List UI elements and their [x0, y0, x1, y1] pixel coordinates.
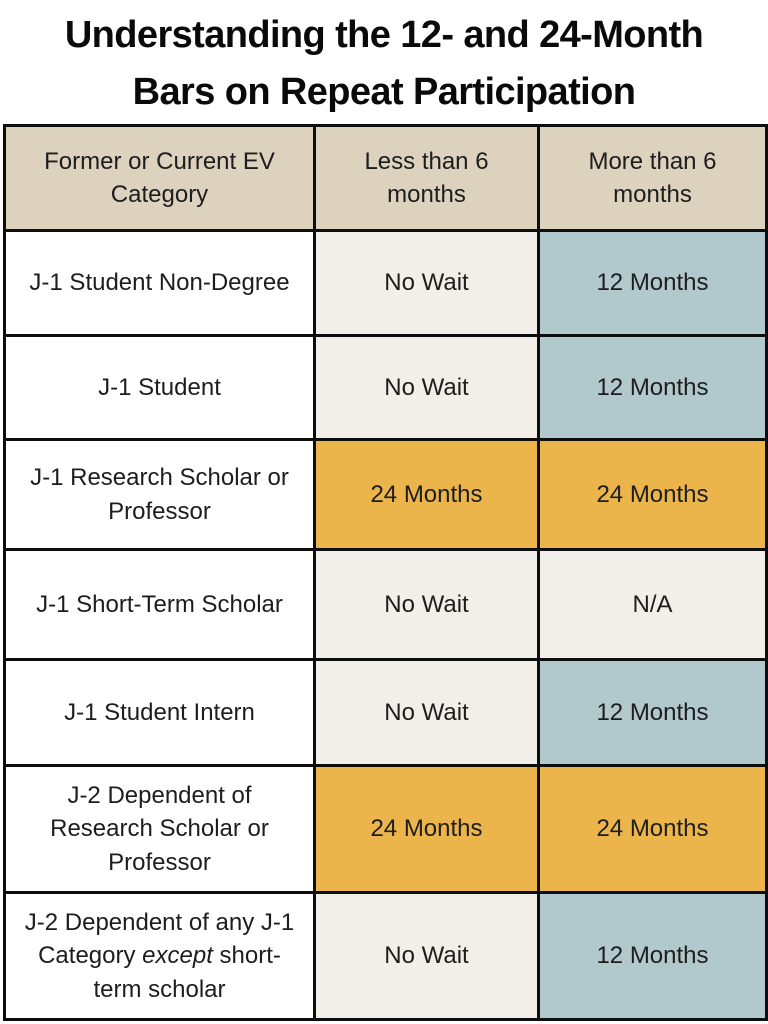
category-cell	[5, 336, 315, 440]
table-row	[5, 336, 767, 440]
more-than-6-cell	[539, 660, 767, 766]
more-than-6-cell	[539, 550, 767, 660]
wait-value: 12 Months	[596, 269, 709, 297]
less-than-6-cell	[315, 440, 539, 550]
table-header-row	[5, 126, 767, 231]
title-line-2: Bars on Repeat Participation	[132, 70, 636, 113]
header-cell-more-than-6	[539, 126, 767, 231]
wait-value: 12 Months	[596, 698, 709, 726]
category-label: J-1 Research Scholar or Professor	[30, 464, 289, 525]
category-label: J-1 Student Intern	[64, 698, 255, 726]
wait-value: No Wait	[384, 942, 469, 970]
category-label-suffix: short-term scholar	[93, 942, 281, 1003]
header-cell-category	[5, 126, 315, 231]
header-label-category: Former or Current EV Category	[44, 147, 275, 208]
category-cell	[5, 440, 315, 550]
wait-value: 12 Months	[596, 942, 709, 970]
wait-value: No Wait	[384, 373, 469, 401]
title-line-1: Understanding the 12- and 24-Month	[64, 13, 704, 56]
header-label-less-than-6: Less than 6 months	[364, 147, 489, 208]
table-row	[5, 893, 767, 1020]
less-than-6-cell	[315, 893, 539, 1020]
category-label	[16, 906, 303, 1005]
more-than-6-cell	[539, 231, 767, 336]
less-than-6-cell	[315, 660, 539, 766]
wait-value: 24 Months	[596, 480, 709, 508]
wait-value: 24 Months	[370, 480, 483, 508]
category-label: J-2 Dependent of Research Scholar or Professor	[50, 782, 269, 876]
wait-value: 24 Months	[370, 815, 483, 843]
category-label: J-1 Student	[98, 373, 221, 401]
table-row	[5, 550, 767, 660]
category-cell	[5, 766, 315, 893]
header-label-more-than-6: More than 6 months	[588, 147, 717, 208]
more-than-6-cell	[539, 336, 767, 440]
page-title	[0, 0, 768, 124]
less-than-6-cell	[315, 336, 539, 440]
less-than-6-cell	[315, 766, 539, 893]
wait-value: N/A	[632, 590, 673, 618]
table-row	[5, 660, 767, 766]
category-cell	[5, 231, 315, 336]
wait-value: No Wait	[384, 269, 469, 297]
wait-value: 24 Months	[596, 815, 709, 843]
wait-value: 12 Months	[596, 373, 709, 401]
more-than-6-cell	[539, 440, 767, 550]
repeat-participation-table	[3, 124, 768, 1021]
header-cell-less-than-6	[315, 126, 539, 231]
category-cell	[5, 660, 315, 766]
table-row	[5, 440, 767, 550]
table-row	[5, 766, 767, 893]
more-than-6-cell	[539, 893, 767, 1020]
wait-value: No Wait	[384, 590, 469, 618]
less-than-6-cell	[315, 231, 539, 336]
less-than-6-cell	[315, 550, 539, 660]
category-label-prefix: J-2 Dependent of any J-1 Category	[24, 909, 295, 970]
category-cell	[5, 893, 315, 1020]
category-label: J-1 Student Non-Degree	[29, 269, 290, 297]
wait-value: No Wait	[384, 698, 469, 726]
category-cell	[5, 550, 315, 660]
more-than-6-cell	[539, 766, 767, 893]
category-label-italic: except	[142, 942, 213, 970]
category-label: J-1 Short-Term Scholar	[36, 590, 283, 618]
table-row	[5, 231, 767, 336]
